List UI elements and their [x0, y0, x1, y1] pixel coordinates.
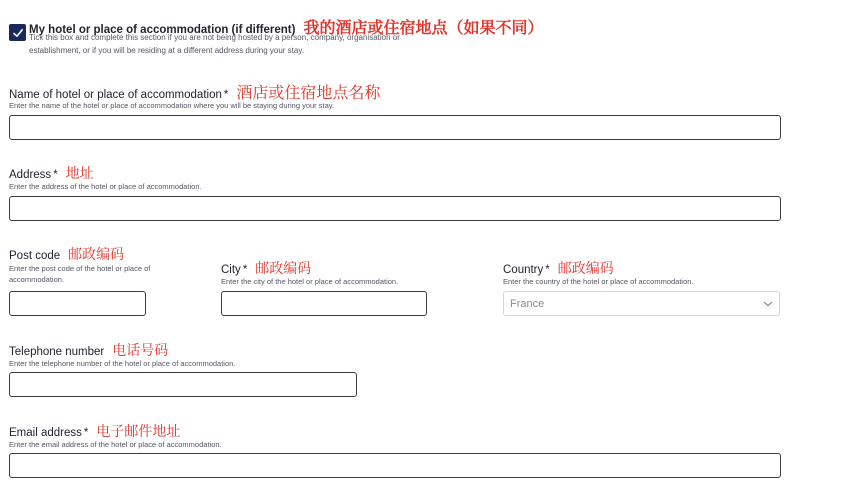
required-marker: *: [83, 427, 89, 439]
city-annotation: 邮政编码: [255, 261, 312, 277]
postcode-annotation: 邮政编码: [68, 247, 125, 263]
address-label: [9, 163, 94, 183]
city-label-text: City: [221, 264, 241, 276]
address-input[interactable]: [9, 196, 781, 221]
chevron-down-icon: [763, 299, 773, 309]
hotel-name-annotation: 酒店或住宿地点名称: [236, 83, 381, 102]
country-select[interactable]: [503, 291, 780, 316]
hotel-name-input[interactable]: [9, 115, 781, 140]
hotel-name-label-text: Name of hotel or place of accommodation: [9, 89, 222, 101]
email-label-text: Email address: [9, 427, 82, 439]
email-label: [9, 421, 180, 441]
address-annotation: 地址: [65, 166, 94, 182]
checkmark-icon: [12, 27, 24, 39]
email-annotation: 电子邮件地址: [96, 424, 181, 440]
email-input[interactable]: [9, 453, 781, 478]
country-label: [503, 258, 614, 278]
city-help: Enter the city of the hotel or place of accommodation.: [221, 277, 399, 286]
required-marker: *: [545, 264, 550, 276]
postcode-label-text: Post code: [9, 250, 61, 262]
city-input[interactable]: [221, 291, 427, 316]
checkbox-label-text: My hotel or place of accommodation (if different): [29, 24, 296, 36]
checkbox-annotation: 我的酒店或住宿地点（如果不同）: [303, 18, 544, 37]
address-label-text: Address: [9, 169, 52, 181]
telephone-help: Enter the telephone number of the hotel or place of accommodation.: [9, 359, 236, 368]
required-marker: *: [53, 169, 58, 181]
country-help: Enter the country of the hotel or place of accommodation.: [503, 277, 694, 286]
required-marker: *: [223, 89, 229, 101]
postcode-help: Enter the post code of the hotel or place of accommodation.: [9, 264, 151, 284]
telephone-input[interactable]: [9, 372, 357, 397]
accommodation-checkbox[interactable]: [9, 24, 26, 41]
city-label: [221, 258, 311, 278]
address-help: Enter the address of the hotel or place of accommodation.: [9, 182, 202, 191]
country-selected-value: France: [510, 297, 545, 310]
telephone-label-text: Telephone number: [9, 346, 105, 358]
telephone-label: [9, 340, 168, 360]
postcode-input[interactable]: [9, 291, 146, 316]
country-annotation: 邮政编码: [557, 261, 614, 277]
country-label-text: Country: [503, 264, 544, 276]
email-help: Enter the email address of the hotel or place of accommodation.: [9, 440, 222, 449]
telephone-annotation: 电话号码: [112, 343, 169, 359]
checkbox-help-text: Tick this box and complete this section if you are not being hosted by a person, company, organisation or establishment, or if you will be residing at a different address during your stay.: [29, 33, 400, 55]
required-marker: *: [242, 264, 248, 276]
postcode-label: [9, 244, 124, 264]
hotel-name-help: Enter the name of the hotel or place of accommodation where you will be staying during your stay.: [9, 101, 335, 110]
